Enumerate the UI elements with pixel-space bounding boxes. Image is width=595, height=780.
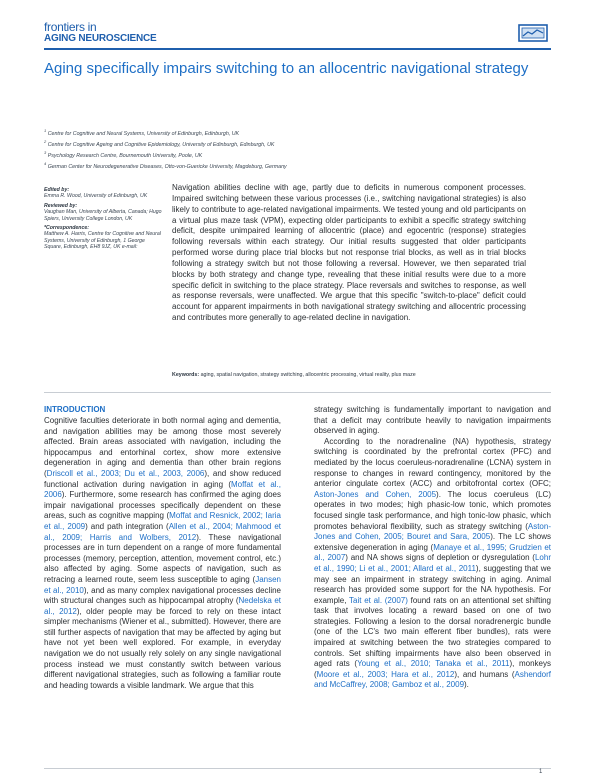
- keywords-text: aging, spatial navigation, strategy switching, allocentric processing, virtual reality, plus maze: [200, 372, 416, 378]
- paragraph-text: ).: [464, 680, 469, 690]
- header-rule: [44, 48, 551, 50]
- citation-link[interactable]: Tait et al. (2007): [349, 595, 408, 605]
- abstract: Navigation abilities decline with age, partly due to deficits in numerous component processes. Impaired switching between these various processes (i.e., switching navigational strategies) is also likely to contribute to age-related navigational impairments. We tested young and old participants on a virtual plus maze task (VPM), expecting older participants to exhibit a specific strategy switching deficit, despite unimpaired learning of allocentric (place) and egocentric (response) strategies following reversals within each strategy. Our initial results suggested that older participants performed worse during place trial blocks but not response trial blocks, as well as in trial blocks following a strategy switch but not those following a reversal. However, we then separated trial blocks by both strategy and change type, revealing that these initial results were due to a more specific deficit in switching to the place strategy. Place reversals and switches to response, as well as response reversals, were unaffected. We argue that this specific "switch-to-place" deficit could account for apparent impairments in both navigational strategy switching and allocentric processing and contributes more generally to age-related decline in navigation.: [172, 183, 526, 323]
- citation-link[interactable]: Aston-Jones and Cohen, 2005; Bouret and Sara, 2005: [314, 521, 551, 542]
- paragraph: [44, 416, 281, 691]
- frontiers-journal-icon: [517, 21, 551, 45]
- affiliation: $^1$ Centre for Cognitive and Neural Systems, University of Edinburgh, Edinburgh, UK: [44, 128, 240, 137]
- citation-link[interactable]: Jansen et al., 2010: [44, 574, 281, 595]
- paragraph-text: ) and NA shows signs of depletion or dysregulation (: [345, 553, 535, 563]
- paragraph-text: Cognitive faculties deteriorate in both normal aging and dementia, and navigation abilities may be among those most severely affected. Brain areas associated with navigation, including the hippocampus and entorhinal cortex, show more extensive degeneration in aging and dementia than other brain regions (: [44, 416, 281, 478]
- paragraph-text: found rats on an attentional set shifting task that involves locating a reward based on one of two strategies. Following a lesion to the dorsal noradrenergic bundle (one of the LC's two main efferent fiber bundles), rats were impaired at switching between the two strategies compared to controls. Set shifting impairments have also been observed in aged rats (: [314, 595, 551, 669]
- journal-brand[interactable]: [44, 21, 157, 44]
- affiliation: $^2$ Centre for Cognitive Ageing and Cognitive Epidemiology, University of Edinburgh, Edinburgh, UK: [44, 139, 275, 148]
- paragraph-text: ). These navigational processes are in turn dependent on a range of more fundamental processes (memory, perception, attention, movement control, etc.) also affected by aging. Some aspects of navigation, such as retracing a learned route, seem less susceptible to aging (: [44, 532, 282, 584]
- paragraph: [314, 437, 551, 691]
- section-heading: INTRODUCTION: [44, 405, 106, 414]
- affiliation: $^4$ German Center for Neurodegenerative Diseases, Otto-von-Guericke University, Magdeburg, Germany: [44, 161, 287, 170]
- journal-name: frontiers in: [44, 20, 97, 34]
- paragraph-text: ), older people may be forced to rely on these intact simpler mechanisms (Wiener et al., submitted). However, there are still further aspects of navigation that may be affected by aging but have not yet been well explored. For example, in everyday navigation we do not usually rely solely on any single navigational process instead we must constantly switch between various different navigational strategies, such as following a familiar route and heading towards a visible landmark. We argue that this: [44, 606, 281, 690]
- introduction-left-text: [44, 416, 281, 691]
- affiliation: $^3$ Psychology Research Centre, Bournemouth University, Poole, UK: [44, 150, 203, 159]
- paragraph-text: ), and humans (: [454, 669, 515, 679]
- edited-by-text: Emma R. Wood, University of Edinburgh, UK: [44, 193, 148, 200]
- correspondence-text: Matthew A. Harris, Centre for Cognitive and Neural Systems, University of Edinburgh, 1 George Square, Edinburgh, EH8 9JZ, UK e-mail:: [44, 231, 161, 251]
- article-sidebar: [44, 184, 164, 254]
- reviewed-by-text: Vaughan Man, University of Alberta, Canada; Hugo Spiers, University College London, UK: [44, 209, 162, 222]
- edited-by-label: Edited by:: [44, 187, 70, 193]
- paragraph-text: ), monkeys (: [314, 659, 551, 679]
- citation-link[interactable]: Moore et al., 2003; Hara et al., 2012: [316, 669, 455, 679]
- paragraph-text: ), and as many complex navigational processes decline with structural changes such as hippocampal atrophy (: [44, 585, 281, 606]
- citation-link[interactable]: Driscoll et al., 2003; Du et al., 2003, 2006: [46, 468, 205, 478]
- keywords: [172, 372, 526, 379]
- paragraph-text: ). Furthermore, some research has confirmed the aging does impair navigational processes specifically dependent on these areas, such as cognitive mapping (: [44, 490, 281, 521]
- paragraph-text: ) and path integration (: [85, 521, 169, 531]
- citation-link[interactable]: Young et al., 2010; Tanaka et al., 2011: [357, 659, 510, 669]
- citation-link[interactable]: Lohr et al., 1990; Li et al., 2001; Allard et al., 2011: [314, 553, 551, 573]
- paragraph-text: ), suggesting that we may see an impairment in strategy switching in aging. Animal research has provided some support for the NA hypothesis. For example,: [314, 563, 551, 605]
- keywords-label: Keywords:: [172, 372, 200, 378]
- page-number: 1: [539, 769, 543, 775]
- body-column-left: [44, 405, 281, 691]
- citation-link[interactable]: Aston-Jones and Cohen, 2005: [314, 489, 437, 499]
- citation-link[interactable]: Ashendorf and McCaffrey, 2008; Gamboz et al., 2009: [314, 669, 551, 690]
- journal-section: AGING NEUROSCIENCE: [44, 33, 157, 44]
- citation-link[interactable]: Manaye et al., 1995; Grudzien et al., 2007: [314, 542, 552, 563]
- citation-link[interactable]: Moffat and Resnick, 2002; Iaria et al., 2009: [44, 511, 281, 531]
- citation-link[interactable]: Allen et al., 2004; Mahmood et al., 2009; Harris and Wolbers, 2012: [44, 521, 282, 542]
- paragraph-text: ). The locus coeruleus (LC) operates in two modes; high phasic-low tonic, which promotes focused single task performance, and high tonic-low phasic, which promotes behavioral flexibility, such as strategy switching (: [314, 489, 551, 531]
- paragraph: [314, 405, 551, 437]
- introduction-right-text: [314, 405, 551, 691]
- reviewed-by-label: Reviewed by:: [44, 202, 78, 209]
- section-divider: [44, 392, 551, 393]
- citation-link[interactable]: Moffat et al., 2006: [44, 479, 281, 500]
- paragraph-text: ), and show reduced functional activation during navigation in aging (: [44, 468, 281, 489]
- paragraph-text: strategy switching is fundamentally important to navigation and that a deficit may contribute heavily to navigation impairments observed in aging.: [314, 405, 551, 436]
- citation-link[interactable]: Nedelska et al., 2012: [44, 596, 281, 616]
- footer-rule: [44, 768, 551, 769]
- paragraph-text: According to the noradrenaline (NA) hypothesis, strategy switching is coordinated by the prefrontal cortex (PFC) and mediated by the locus coeruleus-noradrenaline (LCNA) system in response to changes in reward contingency, monitored by the anterior cingulate cortex (ACC) and orbitofrontal cortex (OFC;: [314, 436, 551, 489]
- affiliation-list: [44, 127, 549, 171]
- correspondence-label: *Correspondence:: [44, 225, 89, 232]
- paragraph-text: ). The LC shows extensive degeneration in aging (: [314, 532, 551, 552]
- article-title: Aging specifically impairs switching to an allocentric navigational strategy: [44, 60, 529, 77]
- body-column-right: [314, 405, 551, 691]
